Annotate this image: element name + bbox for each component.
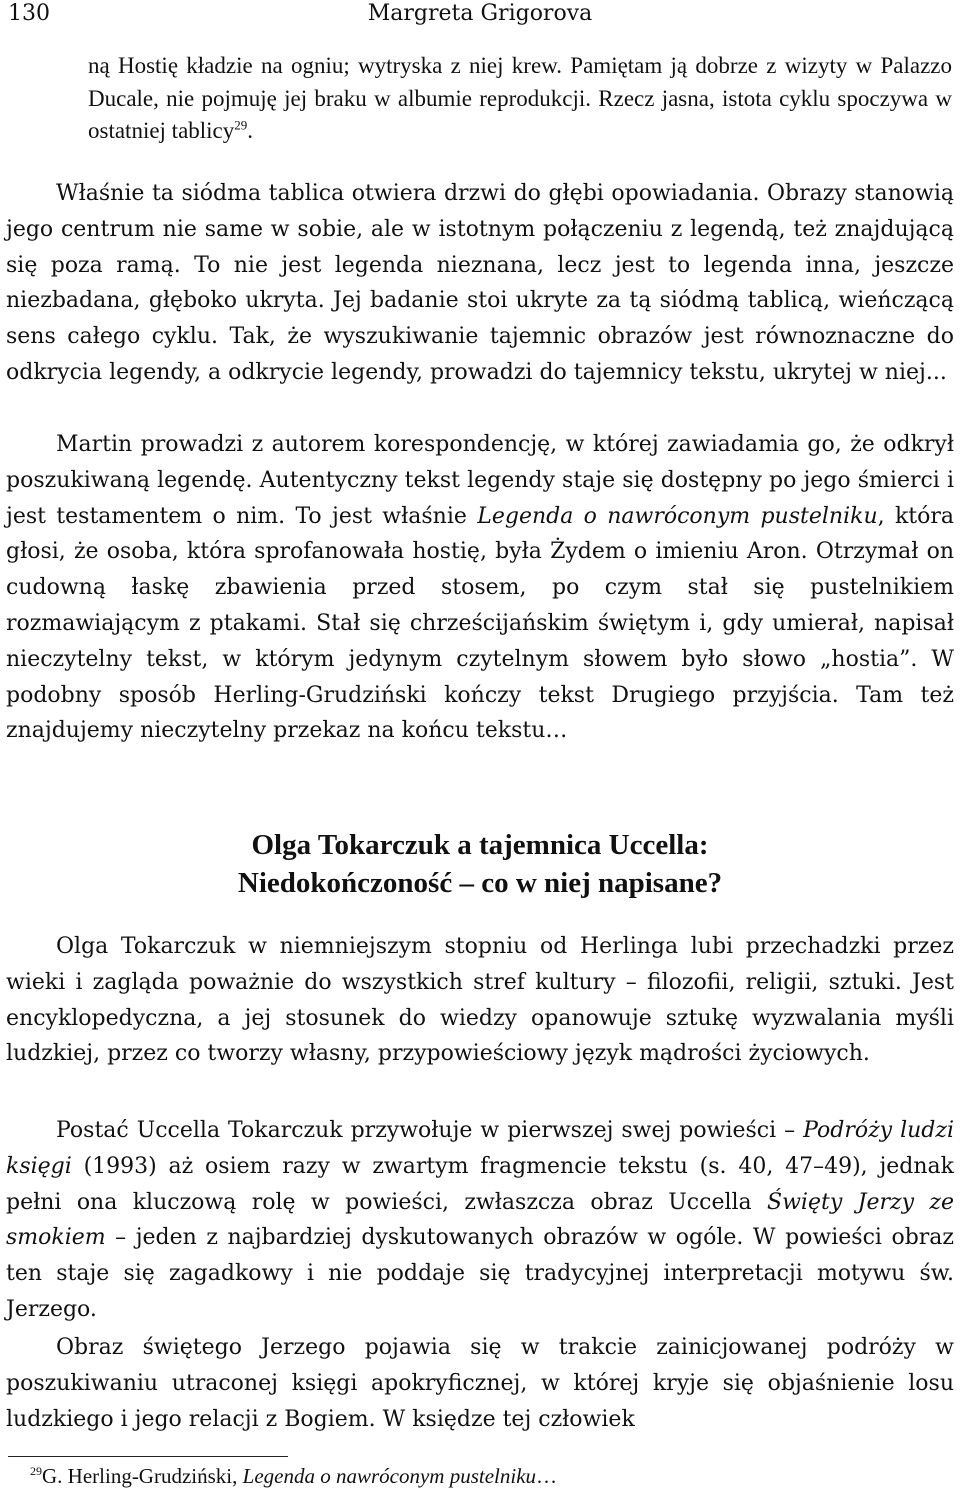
running-title: Margreta Grigorova	[367, 1, 593, 26]
paragraph-seventh-tablet: Właśnie ta siódma tablica otwiera drzwi do głębi opowiadania. Obrazy stanowią jego centrum nie same w sobie, ale w istotnym połączeniu z legendą, też znajdującą się poza ramą. To nie jest legenda nieznana, lecz jest to legenda inna, jeszcze niezbadana, głęboko ukryta. Jej badanie stoi ukryte za tą siódmą tablicą, wieńczącą sens całego cyklu. Tak, że wyszukiwanie tajemnic obrazów jest równoznaczne do odkrycia legendy, a odkrycie legendy, prowadzi do tajemnicy tekstu, ukrytej w niej...	[6, 181, 954, 385]
paragraph-tokarczuk-intro: Olga Tokarczuk w niemniejszym stopniu od Herlinga lubi przechadzki przez wieki i zagląda poważnie do wszystkich stref kultury – filozofii, religii, sztuki. Jest encyklopedyczna, a jej stosunek do wiedzy opanowuje sztukę wyzwalania myśli ludzkiej, przez co tworzy własny, przypowieściowy język mądrości życiowych.	[6, 934, 954, 1067]
footnote: $^{29}$G. Herling-Grudziński, Legenda o nawróconym pustelniku…	[30, 1464, 558, 1488]
section-heading-line-1: Olga Tokarczuk a tajemnica Uccella:	[251, 829, 709, 861]
page-number: 130	[8, 1, 50, 26]
paragraph-uccello-painting: Postać Uccella Tokarczuk przywołuje w pierwszej swej powieści – Podróży ludzi księgi (1993) aż osiem razy w zwartym fragmencie tekstu (s. 40, 47–49), jednak pełni ona kluczową rolę w powieści, zwłaszcza obraz Uccella Święty Jerzy ze smokiem – jeden z najbardziej dyskutowanych obrazów w ogóle. W powieści obraz ten staje się zagadkowy i nie poddaje się tradycyjnej interpretacji motywu św. Jerzego.	[6, 1118, 954, 1322]
section-heading	[0, 826, 960, 902]
footnote-title: Legenda o nawróconym pustelniku	[242, 1464, 537, 1488]
work-title: Legenda o nawróconym pustelniku	[477, 503, 878, 529]
paragraph-legend: Martin prowadzi z autorem korespondencję, w której zawiadamia go, że odkrył poszukiwaną legendę. Autentyczny tekst legendy staje się dostępny po jego śmierci i jest testamentem o nim. To jest właśnie Legenda o nawróconym pustelniku, która głosi, że osoba, która sprofanowała hostię, była Żydem o imieniu Aron. Otrzymał on cudowną łaskę zbawienia przed stosem, po czym stał się pustelnikiem rozmawiającym z ptakami. Stał się chrześcijańskim świętym i, gdy umierał, napisał nieczytelny tekst, w którym jedynym czytelnym słowem było słowo „hostia”. W podobny sposób Herling-Grudziński kończy tekst Drugiego przyjścia. Tam też znajdujemy nieczytelny przekaz na końcu tekstu…	[6, 432, 954, 744]
painting-title: Święty Jerzy ze smokiem	[6, 1189, 954, 1251]
novel-title: Podróży ludzi księgi	[6, 1118, 954, 1179]
page-header	[0, 0, 960, 30]
footnote-rule	[8, 1456, 288, 1457]
section-heading-line-2: Niedokończoność – co w niej napisane?	[237, 867, 723, 899]
paragraph-saint-george: Obraz świętego Jerzego pojawia się w trakcie zainicjowanej podróży w poszukiwaniu utraconej księgi apokryficznej, w której kryje się objaśnienie losu ludzkiego i jego relacji z Bogiem. W księdze tej człowiek	[6, 1335, 954, 1432]
footnote-number: 29	[30, 1464, 42, 1478]
footnote-reference[interactable]: 29	[234, 117, 248, 133]
block-quote: ną Hostię kładzie na ogniu; wytryska z niej krew. Pamiętam ją dobrze z wizyty w Palazzo Ducale, nie pojmuję jej braku w albumie reprodukcji. Rzecz jasna, istota cyklu spoczywa w ostatniej tablicy$^{29}$.	[88, 53, 952, 143]
quote-text: ną Hostię kładzie na ogniu; wytryska z niej krew. Pamiętam ją dobrze z wizyty w Palazzo Ducale, nie pojmuję jej braku w albumie reprodukcji. Rzecz jasna, istota cyklu spoczywa w ostatniej tablicy	[88, 53, 952, 143]
